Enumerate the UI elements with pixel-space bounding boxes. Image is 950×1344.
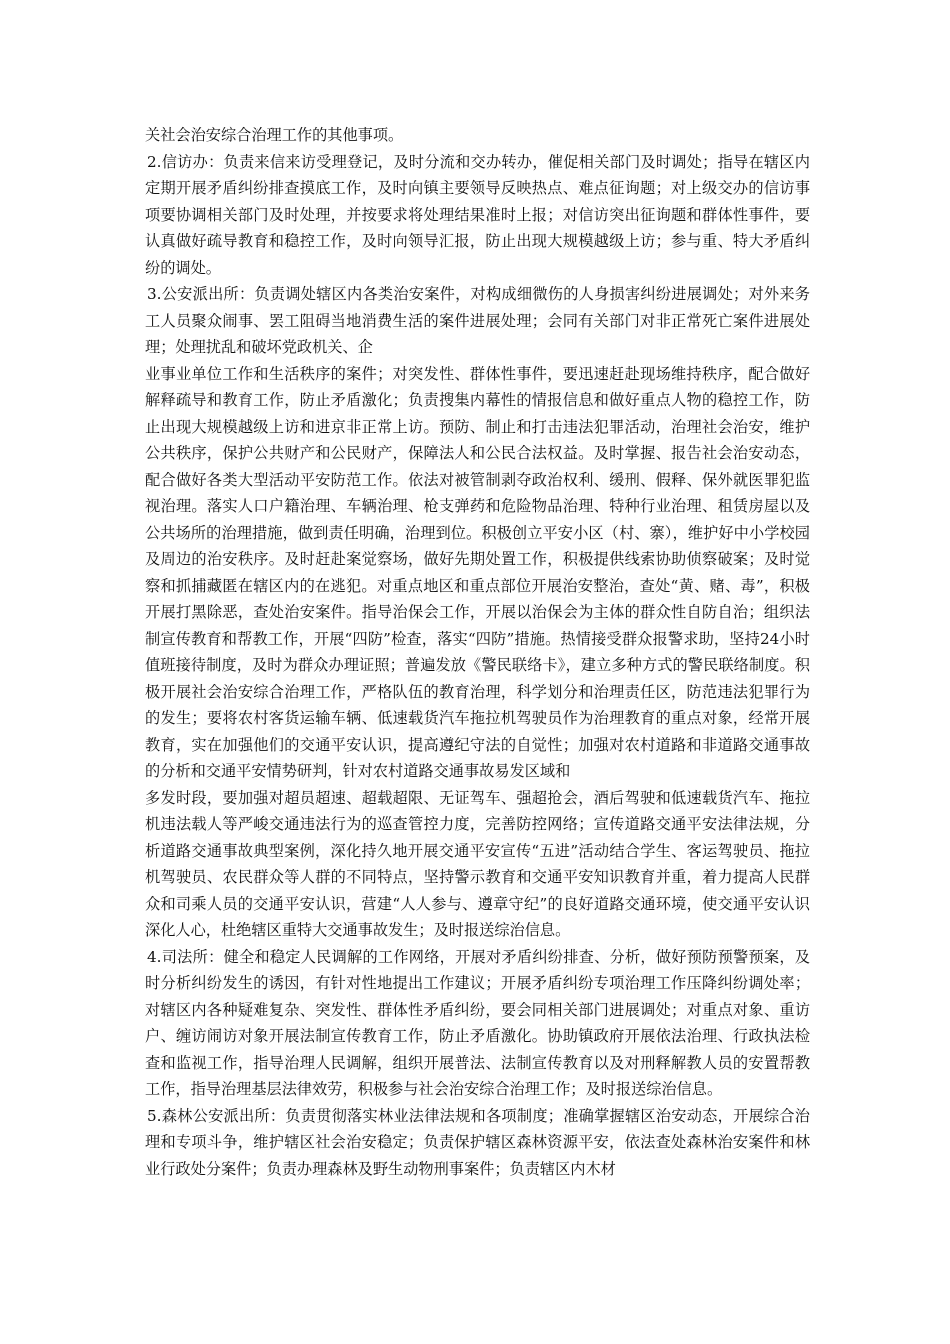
paragraph-police-station-continued: 业事业单位工作和生活秩序的案件；对突发性、群体性事件，要迅速赶赴现场维持秩序，配合做好解释疏导和教育工作，防止矛盾激化；负责搜集内幕性的情报信息和做好重点人物的稳控工作，防止出现大规模越级上访和进京非正常上访。预防、制止和打击违法犯罪活动，治理社会治安，维护公共秩序，保护公共财产和公民财产，保障法人和公民合法权益。及时掌握、报告社会治安动态，配合做好各类大型活动平安防范工作。依法对被管制剥夺政治权利、缓刑、假释、保外就医罪犯监视治理。落实人口户籍治理、车辆治理、枪支弹药和危险物品治理、特种行业治理、租赁房屋以及公共场所的治理措施，做到责任明确，治理到位。积极创立平安小区（村、寨），维护好中小学校园及周边的治安秩序。及时赶赴案觉察场，做好先期处置工作，积极提供线索协助侦察破案；及时觉察和抓捕藏匿在辖区内的在逃犯。对重点地区和重点部位开展治安整治，查处“黄、赌、毒”，积极开展打黑除恶，查处治安案件。指导治保会工作，开展以治保会为主体的群众性自防自治；组织法制宣传教育和帮教工作，开展“四防”检查，落实“四防”措施。热情接受群众报警求助，坚持24小时值班接待制度，及时为群众办理证照；普遍发放《警民联络卡》，建立多种方式的警民联络制度。积极开展社会治安综合治理工作，严格队伍的教育治理，科学划分和治理责任区，防范违法犯罪行为的发生；要将农村客货运输车辆、低速载货汽车拖拉机驾驶员作为治理教育的重点对象，经常开展教育，实在加强他们的交通平安认识，提高遵纪守法的自觉性；加强对农村道路和非道路交通事故的分析和交通平安情势研判，针对农村道路交通事故易发区域和 [145,364,810,780]
paragraph-continuation: 关社会治安综合治理工作的其他事项。 [145,126,404,144]
paragraph-judicial-office: 4.司法所：健全和稳定人民调解的工作网络，开展对矛盾纠纷排查、分析，做好预防预警预案，及时分析纠纷发生的诱因，有针对性地提出工作建议；开展矛盾纠纷专项治理工作压降纠纷调处率；对辖区内各种疑难复杂、突发性、群体性矛盾纠纷，要会同相关部门进展调处；对重点对象、重访户、缠访闹访对象开展法制宣传教育工作，防止矛盾激化。协助镇政府开展依法治理、行政执法检查和监视工作，指导治理人民调解，组织开展普法、法制宣传教育以及对刑释解教人员的安置帮教工作，指导治理基层法律效劳，积极参与社会治安综合治理工作；及时报送综治信息。 [145,947,810,1098]
paragraph-forest-police: 5.森林公安派出所：负责贯彻落实林业法律法规和各项制度；准确掌握辖区治安动态，开展综合治理和专项斗争，维护辖区社会治安稳定；负责保护辖区森林资源平安，依法查处森林治安案件和林业行政处分案件；负责办理森林及野生动物刑事案件；负责辖区内木材 [145,1106,810,1178]
paragraph-traffic-safety: 多发时段，要加强对超员超速、超载超限、无证驾车、强超抢会，酒后驾驶和低速载货汽车、拖拉机违法载人等严峻交通违法行为的巡查管控力度，完善防控网络；宣传道路交通平安法律法规，分析道路交通事故典型案例，深化持久地开展交通平安宣传“五进”活动结合学生、客运驾驶员、拖拉机驾驶员、农民群众等人群的不同特点，坚持警示教育和交通平安知识教育并重，着力提高人民群众和司乘人员的交通平安认识，营建“人人参与、遵章守纪”的良好道路交通环境，使交通平安认识深化人心，杜绝辖区重特大交通事故发生；及时报送综治信息。 [145,788,810,939]
paragraph-petition-office: 2.信访办：负责来信来访受理登记，及时分流和交办转办，催促相关部门及时调处；指导在辖区内定期开展矛盾纠纷排查摸底工作，及时向镇主要领导反映热点、难点征询题；对上级交办的信访事项要协调相关部门及时处理，并按要求将处理结果准时上报；对信访突出征询题和群体性事件，要认真做好疏导教育和稳控工作，及时向领导汇报，防止出现大规模越级上访；参与重、特大矛盾纠纷的调处。 [145,152,810,277]
document-page [145,122,810,1182]
paragraph-police-station: 3.公安派出所：负责调处辖区内各类治安案件，对构成细微伤的人身损害纠纷进展调处；对外来务工人员聚众闹事、罢工阻碍当地消费生活的案件进展处理；会同有关部门对非正常死亡案件进展处理；处理扰乱和破坏党政机关、企 [145,285,810,356]
